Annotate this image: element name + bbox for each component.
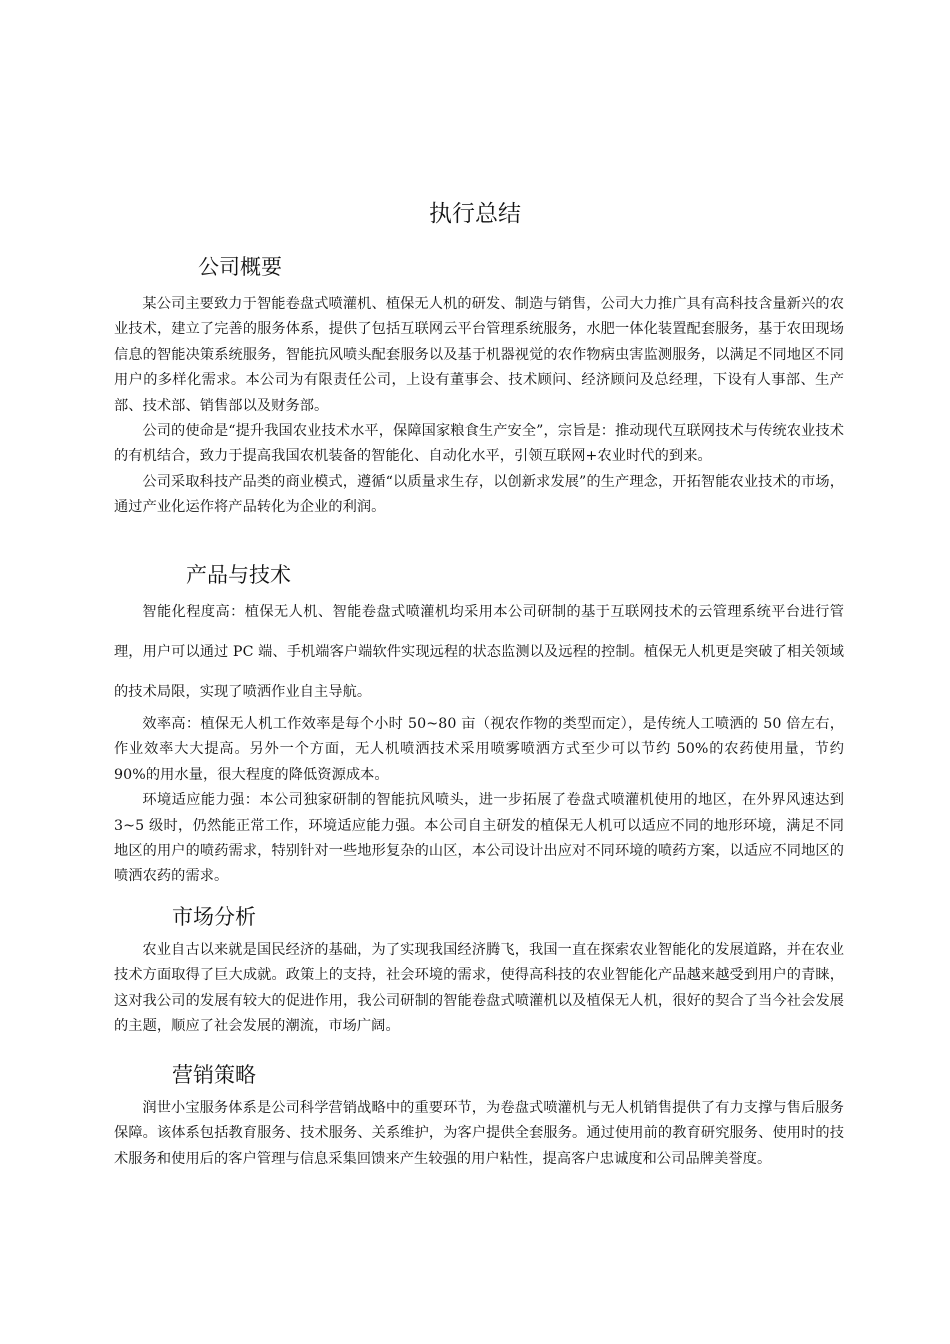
paragraph: 公司采取科技产品类的商业模式，遵循“以质量求生存，以创新求发展”的生产理念，开拓智能农业技术的市场，通过产业化运作将产品转化为企业的利润。	[114, 473, 844, 516]
paragraph: 效率高：植保无人机工作效率是每个小时 50~80 亩（视农作物的类型而定），是传统人工喷洒的 50 倍左右，作业效率大大提高。另外一个方面，无人机喷洒技术采用喷雾喷洒方式至少可以节约 50%的农药使用量，节约 90%的用水量，很大程度的降低资源成本。	[114, 716, 844, 783]
section-heading-marketing-strategy: 营销策略	[172, 1063, 256, 1087]
document-title: 执行总结	[429, 201, 521, 227]
section-company-overview	[114, 252, 844, 521]
section-heading-market-analysis: 市场分析	[172, 905, 256, 929]
section-market-analysis	[114, 902, 844, 1040]
paragraph: 润世小宝服务体系是公司科学营销战略中的重要环节，为卷盘式喷灌机与无人机销售提供了有力支撑与售后服务保障。该体系包括教育服务、技术服务、关系维护，为客户提供全套服务。通过使用前的教育研究服务、使用时的技术服务和使用后的客户管理与信息采集回馈来产生较强的用户粘性，提高客户忠诚度和公司品牌美誉度。	[114, 1100, 844, 1167]
section-heading-products-technology: 产品与技术	[186, 563, 291, 587]
section-products-technology	[114, 560, 844, 890]
paragraph: 环境适应能力强：本公司独家研制的智能抗风喷头，进一步拓展了卷盘式喷灌机使用的地区，在外界风速达到 3~5 级时，仍然能正常工作，环境适应能力强。本公司自主研发的植保无人机可以适应不同的地形环境，满足不同地区的用户的喷药需求，特别针对一些地形复杂的山区，本公司设计出应对不同环境的喷药方案，以适应不同地区的喷洒农药的需求。	[114, 792, 844, 885]
section-heading-company-overview: 公司概要	[198, 255, 282, 279]
paragraph: 某公司主要致力于智能卷盘式喷灌机、植保无人机的研发、制造与销售，公司大力推广具有高科技含量新兴的农业技术，建立了完善的服务体系，提供了包括互联网云平台管理系统服务，水肥一体化装置配套服务，基于农田现场信息的智能决策系统服务，智能抗风喷头配套服务以及基于机器视觉的农作物病虫害监测服务，以满足不同地区不同用户的多样化需求。本公司为有限责任公司，上设有董事会、技术顾问、经济顾问及总经理，下设有人事部、生产部、技术部、销售部以及财务部。	[114, 296, 844, 414]
paragraph: 农业自古以来就是国民经济的基础，为了实现我国经济腾飞，我国一直在探索农业智能化的发展道路，并在农业技术方面取得了巨大成就。政策上的支持，社会环境的需求，使得高科技的农业智能化产品越来越受到用户的青睐，这对我公司的发展有较大的促进作用，我公司研制的智能卷盘式喷灌机以及植保无人机，很好的契合了当今社会发展的主题，顺应了社会发展的潮流，市场广阔。	[114, 942, 844, 1035]
section-marketing-strategy	[114, 1060, 844, 1172]
paragraph: 公司的使命是“提升我国农业技术水平，保障国家粮食生产安全”，宗旨是：推动现代互联网技术与传统农业技术的有机结合，致力于提高我国农机装备的智能化、自动化水平，引领互联网+农业时代的到来。	[114, 423, 844, 465]
paragraph: 智能化程度高：植保无人机、智能卷盘式喷灌机均采用本公司研制的基于互联网技术的云管理系统平台进行管理，用户可以通过 PC 端、手机端客户端软件实现远程的状态监测以及远程的控制。植保无人机更是突破了相关领域的技术局限，实现了喷洒作业自主导航。	[114, 604, 844, 700]
